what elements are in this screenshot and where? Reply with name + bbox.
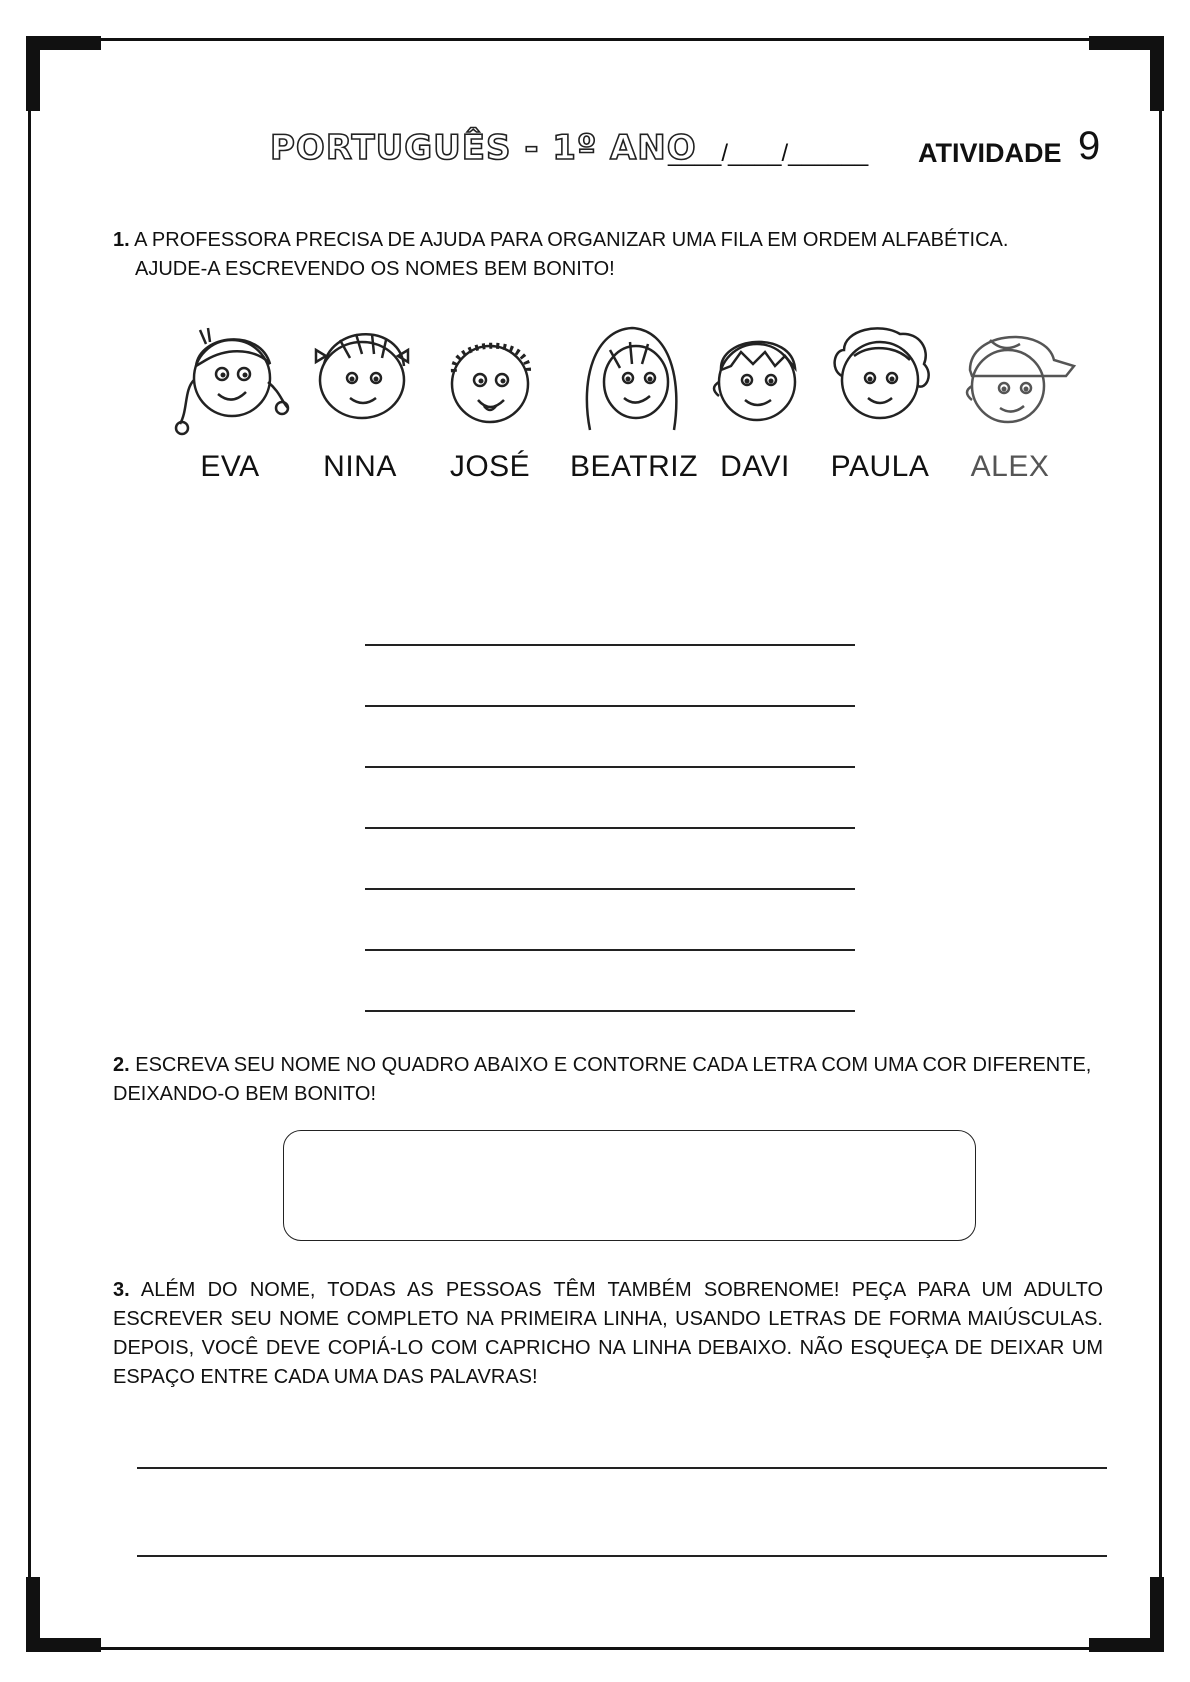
kid-name-davi: DAVI bbox=[720, 450, 790, 483]
corner-mark-bottom-left-h bbox=[26, 1638, 101, 1652]
question-1-text bbox=[113, 226, 1103, 284]
kid-davi bbox=[695, 320, 815, 490]
answer-line[interactable] bbox=[365, 646, 855, 707]
kid-alex bbox=[950, 320, 1070, 490]
answer-line[interactable] bbox=[365, 707, 855, 768]
activity-number: 9 bbox=[1078, 124, 1101, 168]
date-blank[interactable]: ____/____/______ bbox=[668, 140, 869, 167]
kid-face-icon bbox=[695, 320, 815, 440]
activity-label: ATIVIDADE bbox=[918, 138, 1062, 168]
kid-name-paula: PAULA bbox=[830, 450, 930, 483]
answer-line[interactable] bbox=[365, 829, 855, 890]
corner-mark-top-left-h bbox=[26, 36, 101, 50]
kid-name-nina: NINA bbox=[323, 450, 397, 483]
answer-line[interactable] bbox=[365, 585, 855, 646]
answer-line[interactable] bbox=[365, 768, 855, 829]
full-name-line-copy[interactable] bbox=[137, 1554, 1107, 1557]
question-3-number: 3. bbox=[113, 1279, 130, 1301]
kid-name-jose: JOSÉ bbox=[449, 450, 531, 483]
kid-paula bbox=[820, 320, 940, 490]
question-2-body: ESCREVA SEU NOME NO QUADRO ABAIXO E CONTORNE CADA LETRA COM UMA COR DIFERENTE, DEIXANDO-O BEM BONITO! bbox=[113, 1054, 1092, 1105]
kid-face-icon bbox=[430, 320, 550, 440]
question-1-line-1-text: A PROFESSORA PRECISA DE AJUDA PARA ORGANIZAR UMA FILA EM ORDEM ALFABÉTICA. bbox=[134, 229, 1009, 251]
question-1-line-1 bbox=[113, 226, 1103, 255]
kid-face-icon bbox=[820, 320, 940, 440]
answer-line[interactable] bbox=[365, 951, 855, 1012]
name-writing-box[interactable] bbox=[283, 1130, 976, 1241]
kid-jose bbox=[430, 320, 550, 490]
question-1-line-2: AJUDE-A ESCREVENDO OS NOMES BEM BONITO! bbox=[135, 258, 615, 280]
answer-line[interactable] bbox=[365, 890, 855, 951]
kid-name-beatriz: BEATRIZ bbox=[570, 450, 698, 483]
full-name-line-adult[interactable] bbox=[137, 1466, 1107, 1469]
kid-name-alex: ALEX bbox=[970, 450, 1050, 483]
kid-nina bbox=[300, 320, 420, 490]
kids-illustration bbox=[160, 320, 1090, 490]
kid-face-icon bbox=[570, 320, 690, 440]
kid-face-icon bbox=[170, 320, 290, 440]
subject-title: PORTUGUÊS - 1º ANO bbox=[270, 128, 697, 168]
kid-eva bbox=[170, 320, 290, 490]
corner-mark-top-right-h bbox=[1089, 36, 1164, 50]
kid-face-icon bbox=[950, 320, 1080, 440]
corner-mark-bottom-right-h bbox=[1089, 1638, 1164, 1652]
question-1-number: 1. bbox=[113, 229, 130, 251]
kid-face-icon bbox=[300, 320, 420, 440]
question-3-body: ALÉM DO NOME, TODAS AS PESSOAS TÊM TAMBÉM SOBRENOME! PEÇA PARA UM ADULTO ESCREVER SEU NOME COMPLETO NA PRIMEIRA LINHA, USANDO LETRAS DE FORMA MAIÚSCULAS. DEPOIS, VOCÊ DEVE COPIÁ-LO COM CAPRICHO NA LINHA DEBAIXO. NÃO ESQUEÇA DE DEIXAR UM ESPAÇO ENTRE CADA UMA DAS PALAVRAS! bbox=[113, 1279, 1104, 1388]
question-3-text bbox=[113, 1276, 1103, 1392]
alphabetical-answer-lines bbox=[365, 585, 855, 1012]
question-2-text bbox=[113, 1051, 1103, 1109]
question-2-number: 2. bbox=[113, 1054, 130, 1076]
worksheet-header bbox=[0, 120, 1190, 180]
kid-beatriz bbox=[570, 320, 698, 490]
kid-name-eva: EVA bbox=[200, 450, 260, 483]
